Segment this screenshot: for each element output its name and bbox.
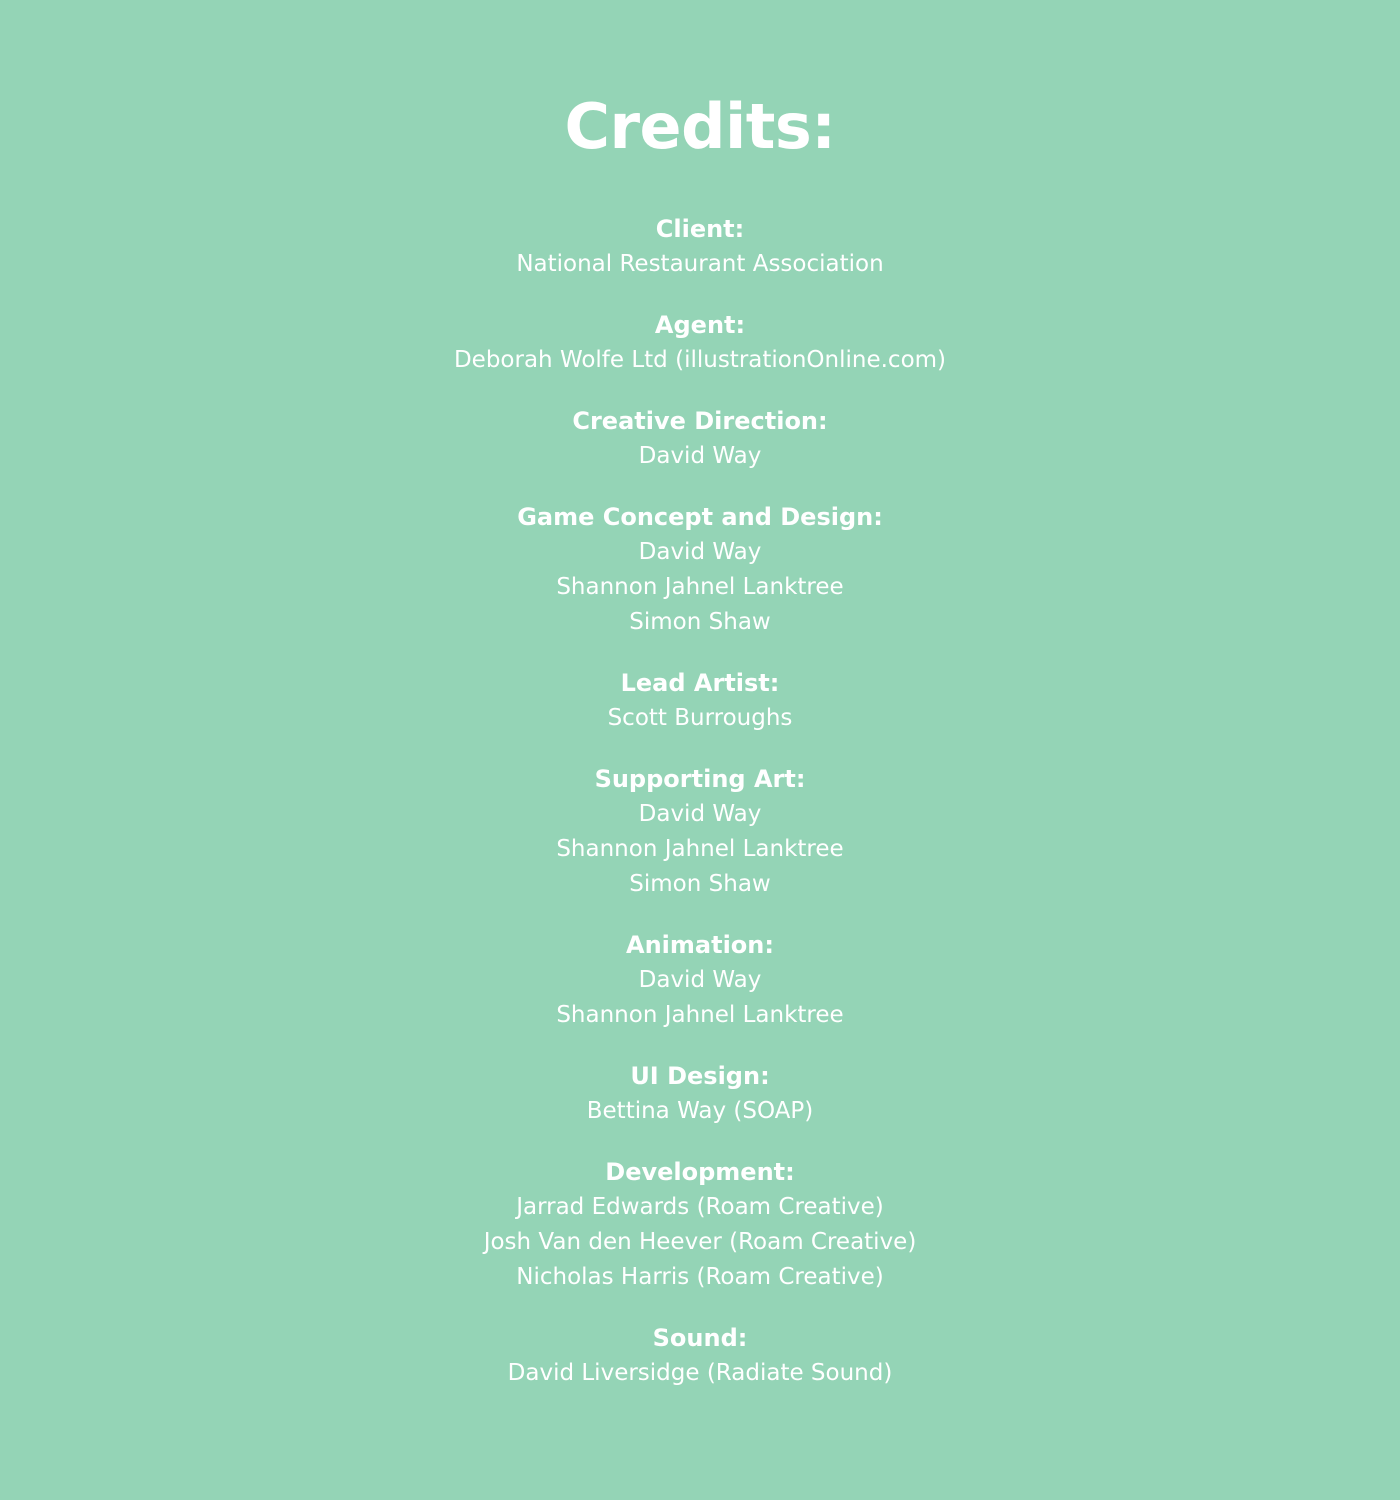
credit-names: [0, 343, 1400, 378]
credit-role: Animation:: [626, 931, 774, 959]
credit-section-development: [0, 1155, 1400, 1295]
credit-section-animation: [0, 928, 1400, 1033]
credit-names: [0, 439, 1400, 474]
credit-role: Supporting Art:: [594, 765, 806, 793]
credit-name: Jarrad Edwards (Roam Creative): [516, 1194, 884, 1220]
credit-role: Lead Artist:: [620, 669, 780, 697]
credit-section-supporting-art: [0, 762, 1400, 902]
credit-section-agent: [0, 308, 1400, 378]
credit-role: Client:: [655, 215, 745, 243]
credit-names: [0, 535, 1400, 640]
credit-name: David Way: [638, 539, 762, 565]
credit-name: Shannon Jahnel Lanktree: [556, 1002, 844, 1028]
credits-list: [0, 212, 1400, 1391]
credit-name: Nicholas Harris (Roam Creative): [516, 1264, 884, 1290]
credit-names: [0, 797, 1400, 902]
credit-section-client: [0, 212, 1400, 282]
credit-role: Development:: [605, 1158, 795, 1186]
page-title: Credits:: [564, 90, 836, 163]
credit-name: Deborah Wolfe Ltd (illustrationOnline.com): [453, 347, 947, 373]
credit-name: Josh Van den Heever (Roam Creative): [483, 1229, 917, 1255]
credit-name: Shannon Jahnel Lanktree: [556, 836, 844, 862]
credit-name: David Way: [638, 801, 762, 827]
credit-section-creative-direction: [0, 404, 1400, 474]
credit-role: Creative Direction:: [572, 407, 828, 435]
credit-section-game-concept-design: [0, 500, 1400, 640]
credit-role: Agent:: [654, 311, 746, 339]
credit-role: Sound:: [652, 1324, 748, 1352]
credit-name: David Way: [638, 443, 762, 469]
credit-section-ui-design: [0, 1059, 1400, 1129]
credit-section-sound: [0, 1321, 1400, 1391]
credit-name: Bettina Way (SOAP): [586, 1098, 814, 1124]
credit-section-lead-artist: [0, 666, 1400, 736]
credit-names: [0, 701, 1400, 736]
credit-role: Game Concept and Design:: [517, 503, 883, 531]
credit-names: [0, 1094, 1400, 1129]
credit-names: [0, 247, 1400, 282]
credit-name: Shannon Jahnel Lanktree: [556, 574, 844, 600]
credit-name: Scott Burroughs: [607, 705, 793, 731]
credit-name: David Way: [638, 967, 762, 993]
credit-name: Simon Shaw: [629, 609, 771, 635]
credit-name: National Restaurant Association: [516, 251, 884, 277]
credit-name: Simon Shaw: [629, 871, 771, 897]
credit-name: David Liversidge (Radiate Sound): [507, 1360, 893, 1386]
credit-names: [0, 1356, 1400, 1391]
credit-names: [0, 963, 1400, 1033]
credit-role: UI Design:: [630, 1062, 770, 1090]
credit-names: [0, 1190, 1400, 1295]
